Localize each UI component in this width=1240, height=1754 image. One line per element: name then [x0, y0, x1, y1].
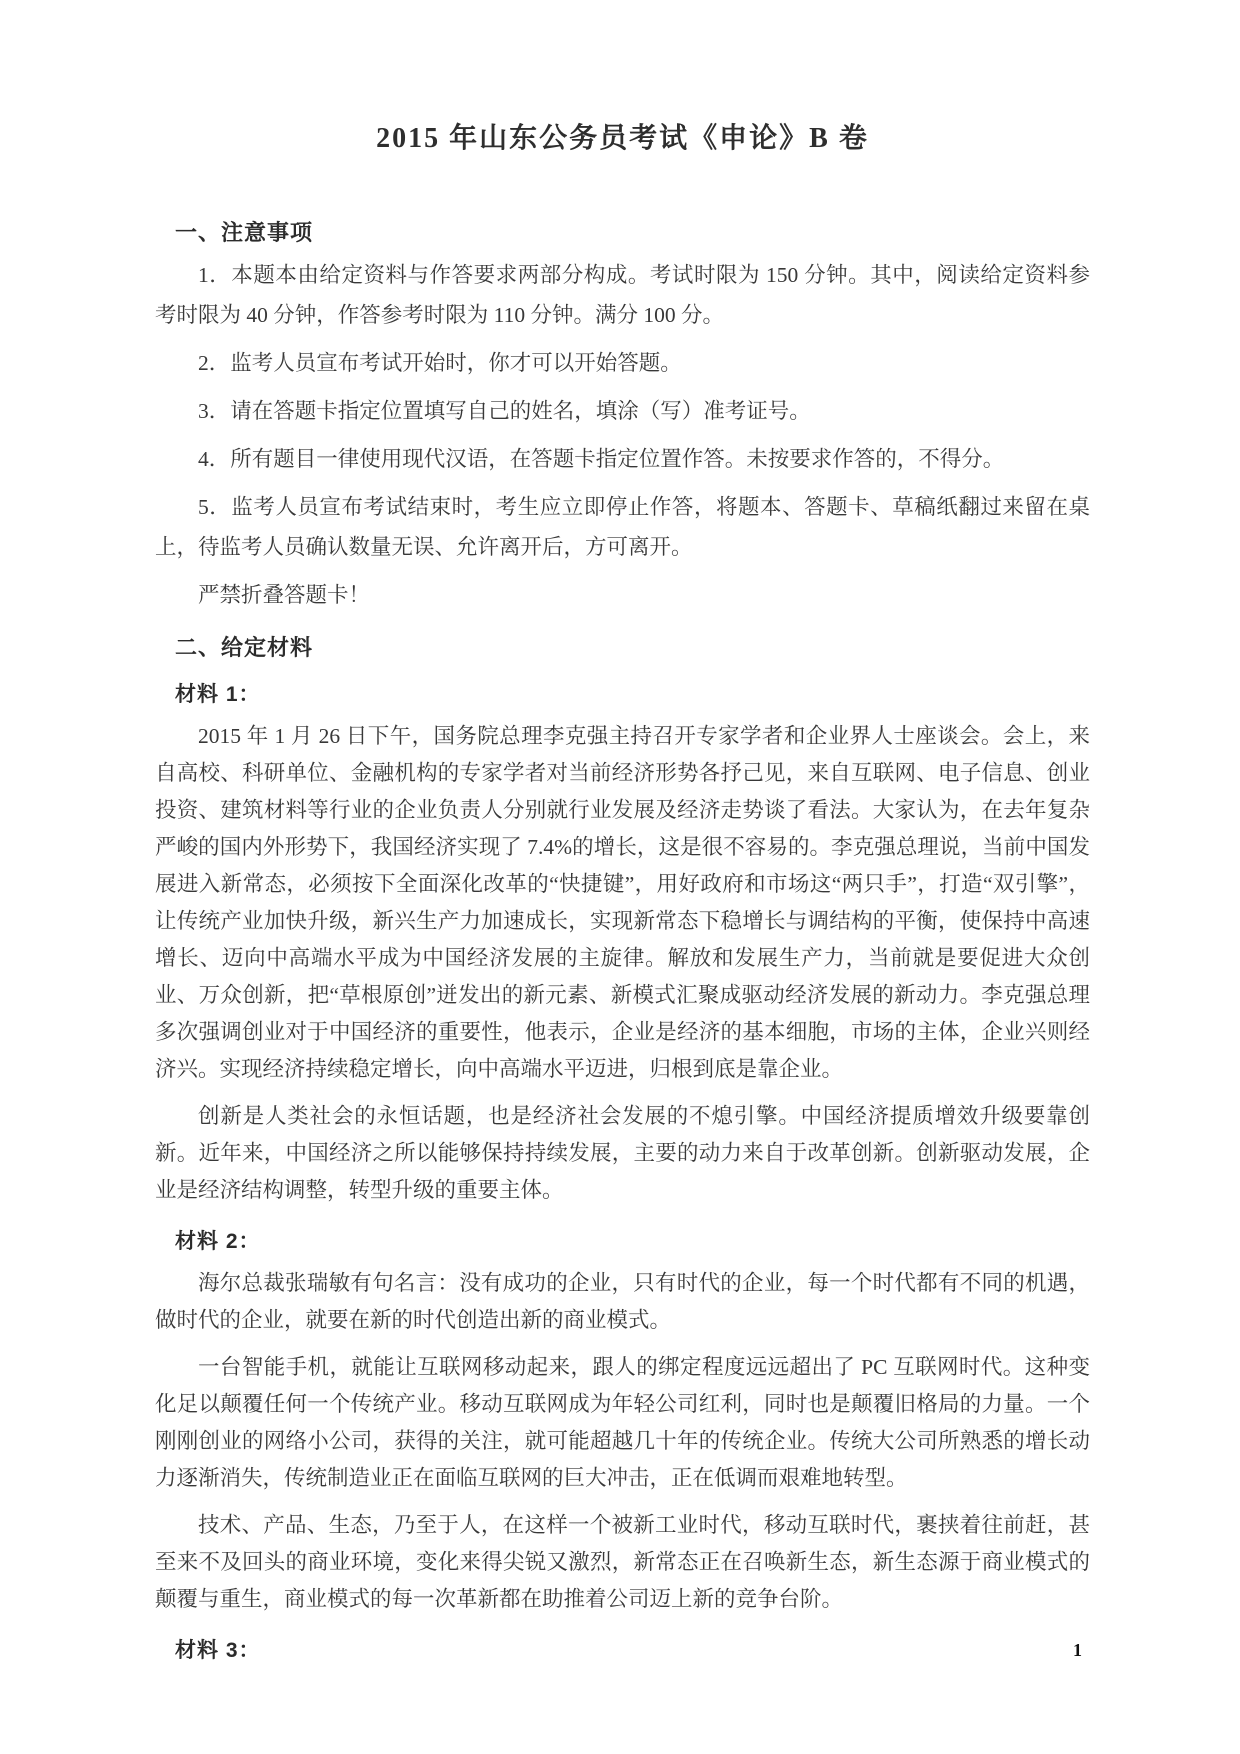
- material-2-paragraph-3: 技术、产品、生态，乃至于人，在这样一个被新工业时代，移动互联时代，裹挟着往前赶，甚至来不及回头的商业环境，变化来得尖锐又激烈，新常态正在召唤新生态，新生态源于商业模式的颠覆与重生，商业模式的每一次革新都在助推着公司迈上新的竞争台阶。: [155, 1513, 1090, 1611]
- notice-item-2: 2．监考人员宣布考试开始时，你才可以开始答题。: [198, 351, 682, 375]
- material-2-paragraph-1: 海尔总裁张瑞敏有句名言：没有成功的企业，只有时代的企业，每一个时代都有不同的机遇，做时代的企业，就要在新的时代创造出新的商业模式。: [155, 1271, 1090, 1332]
- page-number: 1: [1073, 1640, 1082, 1660]
- material-2-paragraph-2: 一台智能手机，就能让互联网移动起来，跟人的绑定程度远远超出了 PC 互联网时代。这种变化足以颠覆任何一个传统产业。移动互联网成为年轻公司红利，同时也是颠覆旧格局的力量。一个刚刚创业的网络小公司，获得的关注，就可能超越几十年的传统企业。传统大公司所熟悉的增长动力逐渐消失，传统制造业正在面临互联网的巨大冲击，正在低调而艰难地转型。: [155, 1355, 1090, 1490]
- section-heading-notice: 一、注意事项: [175, 220, 314, 245]
- material-1-paragraph-2: 创新是人类社会的永恒话题，也是经济社会发展的不熄引擎。中国经济提质增效升级要靠创新。近年来，中国经济之所以能够保持持续发展，主要的动力来自于改革创新。创新驱动发展，企业是经济结构调整，转型升级的重要主体。: [155, 1104, 1090, 1202]
- material-3-label: 材料 3：: [175, 1639, 261, 1662]
- section-materials: [155, 631, 1090, 1664]
- page-title: 2015 年山东公务员考试《申论》B 卷: [376, 123, 869, 154]
- section-heading-materials: 二、给定材料: [175, 635, 314, 660]
- notice-item-4: 4．所有题目一律使用现代汉语，在答题卡指定位置作答。未按要求作答的，不得分。: [198, 447, 1005, 471]
- section-notice: [155, 216, 1090, 615]
- material-1-label: 材料 1：: [175, 683, 261, 706]
- notice-item-1: 1．本题本由给定资料与作答要求两部分构成。考试时限为 150 分钟。其中，阅读给定资料参考时限为 40 分钟，作答参考时限为 110 分钟。满分 100 分。: [155, 263, 1090, 327]
- notice-item-3: 3．请在答题卡指定位置填写自己的姓名，填涂（写）准考证号。: [198, 399, 811, 423]
- material-2-label: 材料 2：: [175, 1230, 261, 1253]
- notice-warning: 严禁折叠答题卡！: [198, 583, 371, 607]
- material-1-paragraph-1: 2015 年 1 月 26 日下午，国务院总理李克强主持召开专家学者和企业界人士座谈会。会上，来自高校、科研单位、金融机构的专家学者对当前经济形势各抒己见，来自互联网、电子信息、创业投资、建筑材料等行业的企业负责人分别就行业发展及经济走势谈了看法。大家认为，在去年复杂严峻的国内外形势下，我国经济实现了 7.4%的增长，这是很不容易的。李克强总理说，当前中国发展进入新常态，必须按下全面深化改革的“快捷键”，用好政府和市场这“两只手”，打造“双引擎”，让传统产业加快升级，新兴生产力加速成长，实现新常态下稳增长与调结构的平衡，使保持中高速增长、迈向中高端水平成为中国经济发展的主旋律。解放和发展生产力，当前就是要促进大众创业、万众创新，把“草根原创”迸发出的新元素、新模式汇聚成驱动经济发展的新动力。李克强总理多次强调创业对于中国经济的重要性，他表示，企业是经济的基本细胞，市场的主体，企业兴则经济兴。实现经济持续稳定增长，向中高端水平迈进，归根到底是靠企业。: [155, 724, 1090, 1081]
- notice-item-5: 5．监考人员宣布考试结束时，考生应立即停止作答，将题本、答题卡、草稿纸翻过来留在桌上，待监考人员确认数量无误、允许离开后，方可离开。: [155, 495, 1090, 559]
